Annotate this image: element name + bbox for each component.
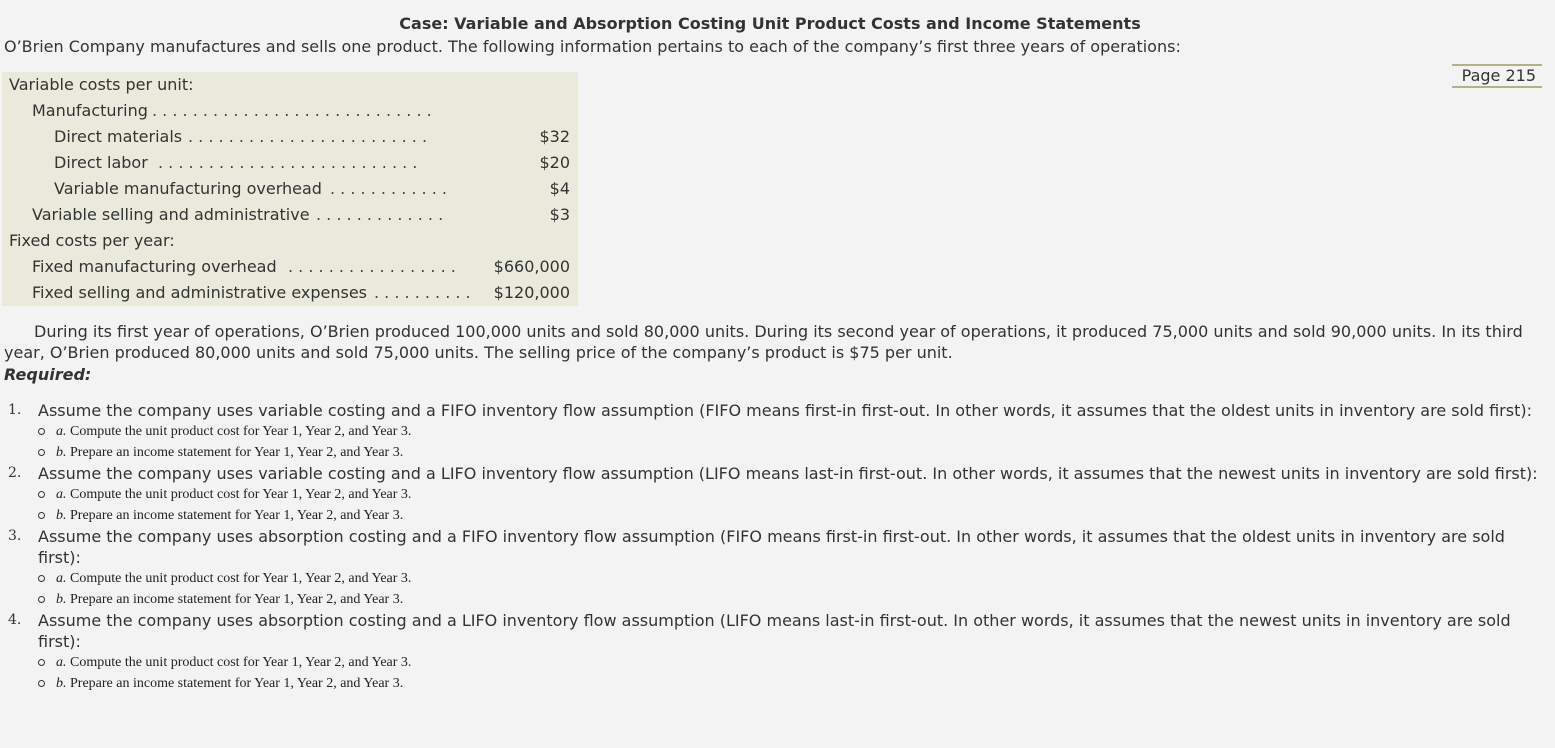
- fixed-mfg-overhead-row: Fixed manufacturing overhead . . . . . . . . . . . . . . . . . $660,000: [2, 254, 578, 280]
- leader-dots: . . . . . . . . . . . . . . . . .: [288, 257, 456, 276]
- sub-requirement: a. Compute the unit product cost for Year 1, Year 2, and Year 3.: [0, 421, 1545, 442]
- operations-narrative: During its first year of operations, O’Brien produced 100,000 units and sold 80,000 units. During its second year of operations, it produced 75,000 units and sold 90,000 units. In its third year, O’Brien produced 80,000 units and sold 75,000 units. The selling price of the company’s product is $75 per unit.: [4, 322, 1523, 362]
- variable-mfg-overhead-amount: $4: [549, 179, 570, 198]
- direct-materials-amount: $32: [539, 127, 570, 146]
- leader-dots: . . . . . . . . . . . .: [330, 179, 447, 198]
- bullet-icon: [38, 659, 45, 666]
- cost-data-table: Variable costs per unit: Manufacturing . . . . . . . . . . . . . . . . . . . . . . . . . . . . Direct materials . . . . . . . . . . . . . . . . . . . . . . . . $32 Direct labor . . . . . . . . . . . . . . . . . . . . . . . . . . $20 Variable manufacturing overhead . . . . . . . . . . . . $4 Variable selling and administrative . . . . . . . . . . . . . $3 Fixed costs per year: Fixed manufacturing overhead . . . . . . . . . . . . . . . . . $660,000 Fixed selling and administrative expenses . . . . . . . . . . $120,000: [2, 72, 578, 306]
- requirement-item: 1. Assume the company uses variable costing and a FIFO inventory flow assumption (FIFO means first-in first-out. In other words, it assumes that the oldest units in inventory are sold first):: [8, 401, 1532, 420]
- requirement-text: Assume the company uses absorption costing and a LIFO inventory flow assumption (LIFO means last-in first-out. In other words, it assumes that the newest units in inventory are sold first):: [38, 611, 1511, 651]
- direct-labor-amount: $20: [539, 153, 570, 172]
- page-number-badge: Page 215: [1452, 64, 1542, 88]
- requirement-item: 2. Assume the company uses variable costing and a LIFO inventory flow assumption (LIFO means last-in first-out. In other words, it assumes that the newest units in inventory are sold first):: [8, 464, 1538, 483]
- bullet-icon: [38, 680, 45, 687]
- leader-dots: . . . . . . . . . . . . .: [316, 205, 444, 224]
- bullet-icon: [38, 512, 45, 519]
- fixed-mfg-overhead-amount: $660,000: [493, 257, 570, 276]
- leader-dots: . . . . . . . . . . . . . . . . . . . . . . . . . .: [158, 153, 418, 172]
- bullet-icon: [38, 449, 45, 456]
- manufacturing-row: Manufacturing . . . . . . . . . . . . . . . . . . . . . . . . . . . .: [32, 98, 572, 124]
- case-title: Case: Variable and Absorption Costing Unit Product Costs and Income Statements: [399, 14, 1141, 33]
- direct-labor-row: Direct labor . . . . . . . . . . . . . . . . . . . . . . . . . . $20: [2, 150, 578, 176]
- direct-materials-row: Direct materials . . . . . . . . . . . . . . . . . . . . . . . . $32: [2, 124, 578, 150]
- requirement-text: Assume the company uses variable costing and a LIFO inventory flow assumption (LIFO means last-in first-out. In other words, it assumes that the newest units in inventory are sold first):: [38, 464, 1538, 483]
- variable-selling-admin-amount: $3: [549, 205, 570, 224]
- sub-requirement: b. Prepare an income statement for Year 1, Year 2, and Year 3.: [0, 442, 1545, 463]
- intro-text: O’Brien Company manufactures and sells one product. The following information pertains to each of the company’s first three years of operations:: [4, 37, 1181, 56]
- sub-requirement: a. Compute the unit product cost for Year 1, Year 2, and Year 3.: [0, 652, 1545, 673]
- bullet-icon: [38, 491, 45, 498]
- requirements-list: [0, 400, 1545, 694]
- required-heading: Required:: [4, 365, 92, 384]
- sub-requirement: b. Prepare an income statement for Year 1, Year 2, and Year 3.: [0, 673, 1545, 694]
- leader-dots: . . . . . . . . . . . . . . . . . . . . . . . .: [188, 127, 428, 146]
- sub-requirement: b. Prepare an income statement for Year 1, Year 2, and Year 3.: [0, 589, 1545, 610]
- variable-selling-admin-row: Variable selling and administrative . . . . . . . . . . . . . $3: [2, 202, 578, 228]
- requirement-item: 3. Assume the company uses absorption costing and a FIFO inventory flow assumption (FIFO means first-in first-out. In other words, it assumes that the oldest units in inventory are sold first):: [8, 527, 1505, 567]
- requirement-item: 4. Assume the company uses absorption costing and a LIFO inventory flow assumption (LIFO means last-in first-out. In other words, it assumes that the newest units in inventory are sold first):: [8, 611, 1511, 651]
- variable-mfg-overhead-row: Variable manufacturing overhead . . . . . . . . . . . . $4: [2, 176, 578, 202]
- sub-requirement: a. Compute the unit product cost for Year 1, Year 2, and Year 3.: [0, 484, 1545, 505]
- bullet-icon: [38, 575, 45, 582]
- bullet-icon: [38, 428, 45, 435]
- fixed-selling-admin-row: Fixed selling and administrative expenses . . . . . . . . . . $120,000: [2, 280, 578, 306]
- requirement-text: Assume the company uses absorption costing and a FIFO inventory flow assumption (FIFO means first-in first-out. In other words, it assumes that the oldest units in inventory are sold first):: [38, 527, 1505, 567]
- leader-dots: . . . . . . . . . . . . . . . . . . . . . . . . . . . .: [152, 101, 432, 120]
- sub-requirement: a. Compute the unit product cost for Year 1, Year 2, and Year 3.: [0, 568, 1545, 589]
- bullet-icon: [38, 596, 45, 603]
- fixed-selling-admin-amount: $120,000: [493, 283, 570, 302]
- leader-dots: . . . . . . . . . .: [374, 283, 471, 302]
- requirement-text: Assume the company uses variable costing and a FIFO inventory flow assumption (FIFO means first-in first-out. In other words, it assumes that the oldest units in inventory are sold first):: [38, 401, 1532, 420]
- sub-requirement: b. Prepare an income statement for Year 1, Year 2, and Year 3.: [0, 505, 1545, 526]
